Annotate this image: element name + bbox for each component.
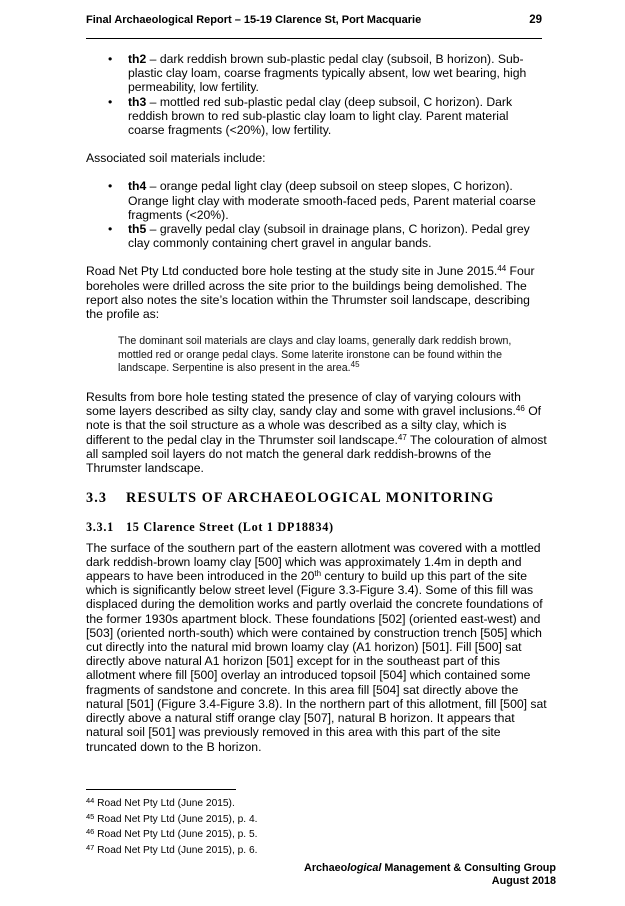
footnotes <box>86 796 257 858</box>
footnote-divider <box>86 789 236 790</box>
org-text: Archaeo <box>304 862 348 874</box>
subsection-number: 3.3.1 <box>86 520 114 535</box>
paragraph-text: Four boreholes were drilled across the site prior to the buildings being demolished. The report also notes the site’s location within the Thrumster soil landscape, describing the profile as: <box>86 264 535 322</box>
organisation-name <box>304 862 556 875</box>
list-item-th2 <box>86 52 548 95</box>
term-description: – mottled red sub-plastic pedal clay (deep subsoil, C horizon). Dark reddish brown to red sub-plastic clay loam to light clay. Parent material coarse fragments (<20%), low fertility. <box>128 94 513 138</box>
paragraph-main <box>86 541 548 754</box>
page-number: 29 <box>529 14 542 26</box>
paragraph-text: Road Net Pty Ltd conducted bore hole testing at the study site in June 2015. <box>86 264 498 279</box>
org-text: Management & Consulting Group <box>381 862 556 874</box>
paragraph-text: Results from bore hole testing stated the presence of clay of varying colours with some layers described as silty clay, sandy clay and some with gravel inclusions. <box>86 390 521 419</box>
bullet-icon: • <box>108 94 113 109</box>
paragraph-text: The colouration of almost all sampled soil layers do not match the general dark reddish-browns of the Thrumster landscape. <box>86 432 547 476</box>
footnote <box>86 812 257 828</box>
block-quote <box>86 335 548 376</box>
footnote-text: Road Net Pty Ltd (June 2015), p. 5. <box>94 829 258 841</box>
term: th3 <box>128 94 147 109</box>
footnote-ref: 46 <box>515 404 525 414</box>
term-description: – gravelly pedal clay (subsoil in drainage plans, C horizon). Pedal grey clay commonly containing chert gravel in angular bands. <box>128 222 530 251</box>
footnote-text: Road Net Pty Ltd (June 2015). <box>94 798 235 809</box>
subsection-title: 15 Clarence Street (Lot 1 DP18834) <box>126 520 334 535</box>
page-body <box>86 52 548 754</box>
footnote-number: 44 <box>86 796 95 805</box>
term: th5 <box>128 222 147 237</box>
bullet-icon: • <box>108 52 113 66</box>
bullet-icon: • <box>108 179 113 194</box>
paragraph-text: century to build up this part of the site which is significantly below street level (Figure 3.3-Figure 3.4). Some of this fill was displaced during the demolition works and partly overlaid the concrete foundations of the former 1930s apartment block. These foundations [502] (oriented east-west) and [503] (oriented north-south) which were contained by construction trench [505] which cut directly into the natural mid brown loamy clay (A1 horizon) [501]. Fill [500] sat directly above natural A1 horizon [501] except for in the southeast part of this allotment where fill [500] overlay an introduced topsoil [504] which contained some fragments of sandstone and concrete. In this area fill [504] sat directly above the natural [501] (Figure 3.4-Figure 3.8). In the northern part of this allotment, fill [500] sat directly above a natural stiff orange clay [507], natural B horizon. It appears that natural soil [501] was previously removed in this area with this part of the site truncated down to the B horizon. <box>86 569 547 754</box>
footnote-ref: 47 <box>397 432 407 442</box>
footnote-number: 47 <box>86 842 95 852</box>
footnote-number: 45 <box>86 811 95 821</box>
paragraph-text: Of note is that the soil structure as a whole was described as a silty clay, which is different to the pedal clay in the Thrumster soil landscape. <box>86 404 542 447</box>
term: th4 <box>128 179 147 194</box>
paragraph-text: The surface of the southern part of the eastern allotment was covered with a mottled dark reddish-brown loamy clay [500] which was approximately 1.4m in depth and appears to have been introduced in the 20 <box>86 540 541 584</box>
term: th2 <box>128 52 147 66</box>
org-text-italic: logical <box>347 862 382 874</box>
footnote-text: Road Net Pty Ltd (June 2015), p. 6. <box>94 844 258 856</box>
paragraph-bore-testing <box>86 264 548 321</box>
section-heading <box>86 491 548 505</box>
report-date: August 2018 <box>491 874 556 887</box>
paragraph-results <box>86 390 548 475</box>
page-header <box>86 12 542 39</box>
superscript: th <box>314 569 322 579</box>
list-item-th4 <box>86 179 548 222</box>
horizons-list <box>86 52 548 137</box>
section-title: RESULTS OF ARCHAEOLOGICAL MONITORING <box>126 490 495 507</box>
list-item-th3 <box>86 95 548 138</box>
page-footer <box>304 862 556 887</box>
subsection-heading <box>86 520 548 534</box>
footnote-ref: 44 <box>497 264 507 274</box>
footnote-number: 46 <box>86 827 95 837</box>
footnote-text: Road Net Pty Ltd (June 2015), p. 4. <box>94 813 258 825</box>
footnote <box>86 843 257 859</box>
term-description: – dark reddish brown sub-plastic pedal clay (subsoil, B horizon). Sub-plastic clay loam, coarse fragments typically absent, low wet bearing, high permeability, low fertility. <box>128 52 527 95</box>
footnote <box>86 796 257 812</box>
list-item-th5 <box>86 222 548 250</box>
section-number: 3.3 <box>86 490 108 507</box>
footnote <box>86 827 257 843</box>
bullet-icon: • <box>108 222 113 237</box>
footnote-ref: 45 <box>350 360 360 370</box>
associated-list <box>86 179 548 250</box>
term-description: – orange pedal light clay (deep subsoil on steep slopes, C horizon). Orange light clay with moderate smooth-faced peds, Parent material coarse fragments (<20%). <box>128 179 536 222</box>
quote-text: The dominant soil materials are clays and clay loams, generally dark reddish brown, mottled red or orange pedal clays. Some laterite ironstone can be found within the landscape. Serpentine is also present in the area. <box>118 335 512 375</box>
associated-intro: Associated soil materials include: <box>86 151 266 166</box>
report-title: Final Archaeological Report – 15-19 Clarence St, Port Macquarie <box>86 14 422 26</box>
